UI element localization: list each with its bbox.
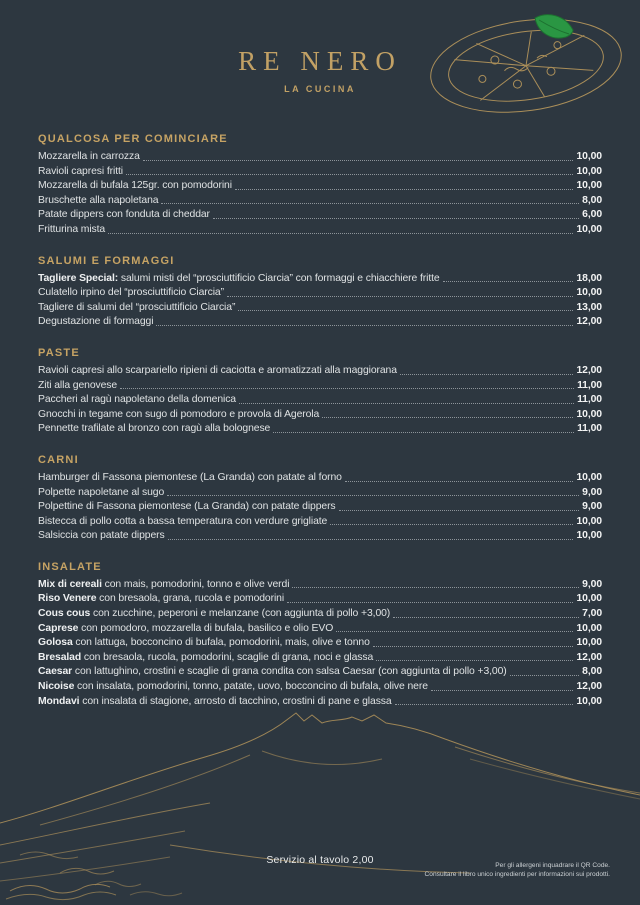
menu-item-description: Patate dippers con fonduta di cheddar bbox=[38, 209, 210, 221]
menu-item-name bbox=[38, 225, 105, 236]
menu-item-row bbox=[38, 624, 602, 635]
menu-item-name bbox=[38, 594, 284, 605]
menu-item-description: Bistecca di pollo cotta a bassa temperatura con verdure grigliate bbox=[38, 515, 328, 527]
menu-item-name bbox=[38, 653, 373, 664]
menu-item-row bbox=[38, 580, 602, 591]
dot-leader bbox=[345, 481, 574, 482]
menu-item-description: Ravioli capresi allo scarpariello ripieni di caciotta e aromatizzati alla maggiorana bbox=[38, 364, 397, 376]
menu-item-bold-lead: Cous cous bbox=[38, 608, 91, 620]
menu-item-name bbox=[38, 502, 336, 513]
menu-item-row bbox=[38, 410, 602, 421]
menu-item-price: 7,00 bbox=[582, 608, 602, 620]
menu-sections bbox=[38, 134, 602, 711]
menu-section bbox=[38, 562, 602, 707]
menu-item-row bbox=[38, 366, 602, 377]
menu-item-name bbox=[38, 682, 428, 693]
dot-leader bbox=[322, 417, 573, 418]
menu-item-row bbox=[38, 653, 602, 664]
menu-item-row bbox=[38, 502, 602, 513]
menu-item-name bbox=[38, 274, 440, 285]
menu-item-description: Mozzarella di bufala 125gr. con pomodorini bbox=[38, 180, 232, 192]
menu-item-description: con bresaola, grana, rucola e pomodorini bbox=[96, 593, 285, 605]
menu-item-name bbox=[38, 609, 390, 620]
menu-item-row bbox=[38, 303, 602, 314]
section-rows bbox=[38, 366, 602, 435]
menu-section bbox=[38, 348, 602, 435]
menu-item-bold-lead: Caprese bbox=[38, 622, 79, 634]
dot-leader bbox=[227, 296, 574, 297]
menu-item-bold-lead: Bresalad bbox=[38, 651, 82, 663]
menu-item-price: 10,00 bbox=[576, 408, 602, 420]
menu-section bbox=[38, 256, 602, 328]
section-title: INSALATE bbox=[38, 560, 102, 573]
menu-item-price: 11,00 bbox=[577, 379, 602, 391]
menu-item-price: 10,00 bbox=[576, 637, 602, 649]
dot-leader bbox=[292, 587, 579, 588]
menu-item-price: 10,00 bbox=[576, 622, 602, 634]
menu-item-description: Polpettine di Fassona piemontese (La Granda) con patate dippers bbox=[38, 501, 336, 513]
menu-item-row bbox=[38, 473, 602, 484]
menu-item-price: 10,00 bbox=[576, 593, 602, 605]
section-title: QUALCOSA PER COMINCIARE bbox=[38, 133, 228, 145]
menu-item-name bbox=[38, 381, 117, 392]
menu-item-row bbox=[38, 381, 602, 392]
menu-item-name bbox=[38, 697, 392, 708]
dot-leader bbox=[393, 617, 579, 618]
menu-item-price: 10,00 bbox=[576, 180, 602, 192]
menu-item-row bbox=[38, 152, 602, 163]
menu-item-name bbox=[38, 196, 158, 207]
menu-item-row bbox=[38, 697, 602, 708]
menu-item-name bbox=[38, 424, 270, 435]
menu-item-row bbox=[38, 531, 602, 542]
menu-item-description: Pennette trafilate al bronzo con ragù alla bolognese bbox=[38, 423, 271, 435]
menu-item-name bbox=[38, 317, 153, 328]
menu-item-name bbox=[38, 667, 507, 678]
section-rows bbox=[38, 580, 602, 707]
dot-leader bbox=[213, 218, 579, 219]
dot-leader bbox=[235, 189, 574, 190]
menu-item-name bbox=[38, 488, 164, 499]
menu-item-description: con mais, pomodorini, tonno e olive verdi bbox=[101, 578, 290, 590]
dot-leader bbox=[373, 646, 574, 647]
menu-item-description: con bresaola, rucola, pomodorini, scaglie di grana, noci e glassa bbox=[81, 651, 374, 663]
menu-item-name bbox=[38, 152, 140, 163]
dot-leader bbox=[156, 325, 573, 326]
menu-item-row bbox=[38, 424, 602, 435]
menu-item-name bbox=[38, 580, 289, 591]
menu-section bbox=[38, 455, 602, 542]
menu-item-description: con zucchine, peperoni e melanzane (con aggiunta di pollo +3,00) bbox=[90, 608, 391, 620]
menu-item-price: 13,00 bbox=[576, 301, 602, 313]
menu-item-row bbox=[38, 317, 602, 328]
menu-item-name bbox=[38, 531, 165, 542]
menu-item-name bbox=[38, 517, 327, 528]
menu-item-price: 18,00 bbox=[576, 272, 602, 284]
dot-leader bbox=[273, 432, 574, 433]
dot-leader bbox=[376, 660, 573, 661]
dot-leader bbox=[339, 510, 580, 511]
menu-item-row bbox=[38, 288, 602, 299]
section-rows bbox=[38, 473, 602, 542]
menu-item-description: Hamburger di Fassona piemontese (La Granda) con patate al forno bbox=[38, 471, 342, 483]
menu-item-price: 10,00 bbox=[576, 151, 602, 162]
menu-item-bold-lead: Caesar bbox=[38, 666, 73, 678]
dot-leader bbox=[330, 524, 573, 525]
menu-item-price: 12,00 bbox=[576, 681, 602, 693]
basil-leaf-icon bbox=[535, 15, 573, 38]
menu-item-name bbox=[38, 181, 232, 192]
menu-item-description: Degustazione di formaggi bbox=[38, 316, 154, 328]
menu-item-description: con insalata di stagione, arrosto di tacchino, crostini di pane e glassa bbox=[79, 695, 392, 707]
menu-item-row bbox=[38, 167, 602, 178]
menu-item-row bbox=[38, 488, 602, 499]
menu-item-row bbox=[38, 274, 602, 285]
section-title: CARNI bbox=[38, 453, 79, 466]
menu-item-price: 8,00 bbox=[582, 194, 602, 206]
menu-item-price: 10,00 bbox=[576, 695, 602, 707]
dot-leader bbox=[126, 174, 573, 175]
menu-item-price: 11,00 bbox=[577, 394, 602, 406]
menu-section bbox=[38, 134, 602, 236]
section-rows bbox=[38, 274, 602, 328]
dot-leader bbox=[336, 631, 573, 632]
dot-leader bbox=[120, 388, 574, 389]
menu-item-name bbox=[38, 366, 397, 377]
menu-item-description: Ziti alla genovese bbox=[38, 379, 118, 391]
menu-item-price: 10,00 bbox=[576, 515, 602, 527]
menu-item-row bbox=[38, 609, 602, 620]
dot-leader bbox=[239, 403, 574, 404]
dot-leader bbox=[443, 281, 574, 282]
menu-item-bold-lead: Golosa bbox=[38, 637, 73, 649]
menu-item-description: con lattughino, crostini e scaglie di grana condita con salsa Caesar (con aggiunta di pollo +3,00) bbox=[72, 666, 507, 678]
section-rows bbox=[38, 152, 602, 236]
menu-item-name bbox=[38, 303, 235, 314]
menu-item-bold-lead: Riso Venere bbox=[38, 593, 97, 605]
menu-item-description: salumi misti del “prosciuttificio Ciarcia” con formaggi e chiacchiere fritte bbox=[118, 272, 440, 284]
menu-header bbox=[0, 46, 640, 94]
menu-item-name bbox=[38, 473, 342, 484]
section-title: PASTE bbox=[38, 346, 80, 359]
allergen-note-line1: Per gli allergeni inquadrare il QR Code. bbox=[495, 862, 610, 869]
menu-item-name bbox=[38, 624, 333, 635]
section-title: SALUMI E FORMAGGI bbox=[38, 254, 175, 267]
menu-item-description: Polpette napoletane al sugo bbox=[38, 486, 165, 498]
menu-item-price: 9,00 bbox=[582, 501, 602, 513]
menu-item-price: 6,00 bbox=[582, 209, 602, 221]
dot-leader bbox=[108, 233, 573, 234]
menu-item-price: 8,00 bbox=[582, 666, 602, 678]
dot-leader bbox=[287, 602, 573, 603]
menu-item-description: Bruschette alla napoletana bbox=[38, 194, 159, 206]
menu-item-name bbox=[38, 638, 370, 649]
menu-item-description: con pomodoro, mozzarella di bufala, basilico e olio EVO bbox=[78, 622, 334, 634]
menu-item-row bbox=[38, 181, 602, 192]
menu-item-description: Paccheri al ragù napoletano della domenica bbox=[38, 394, 236, 406]
menu-item-name bbox=[38, 167, 123, 178]
menu-item-price: 12,00 bbox=[576, 651, 602, 663]
menu-item-row bbox=[38, 682, 602, 693]
menu-item-description: Ravioli capresi fritti bbox=[38, 165, 123, 177]
menu-item-price: 10,00 bbox=[576, 530, 602, 542]
restaurant-subtitle: LA CUCINA bbox=[284, 84, 356, 94]
menu-item-row bbox=[38, 517, 602, 528]
menu-item-description: Mozzarella in carrozza bbox=[38, 151, 140, 162]
menu-item-row bbox=[38, 225, 602, 236]
menu-item-price: 10,00 bbox=[576, 165, 602, 177]
menu-item-price: 10,00 bbox=[576, 471, 602, 483]
dot-leader bbox=[431, 690, 574, 691]
menu-item-row bbox=[38, 395, 602, 406]
menu-item-row bbox=[38, 638, 602, 649]
dot-leader bbox=[238, 310, 573, 311]
menu-item-price: 9,00 bbox=[582, 486, 602, 498]
menu-item-bold-lead: Tagliere Special: bbox=[38, 272, 119, 284]
menu-item-name bbox=[38, 210, 210, 221]
dot-leader bbox=[161, 203, 579, 204]
dot-leader bbox=[400, 374, 574, 375]
menu-item-description: con insalata, pomodorini, tonno, patate, uovo, bocconcino di bufala, olive nere bbox=[74, 681, 428, 693]
menu-item-row bbox=[38, 667, 602, 678]
menu-item-description: Tagliere di salumi del “prosciuttificio Ciarcia” bbox=[38, 301, 236, 313]
menu-item-bold-lead: Mondavi bbox=[38, 695, 80, 707]
menu-item-description: Fritturina mista bbox=[38, 223, 106, 235]
menu-item-name bbox=[38, 288, 224, 299]
allergen-note bbox=[425, 861, 610, 879]
menu-item-price: 12,00 bbox=[576, 316, 602, 328]
allergen-note-line2: Consultare il libro unico ingredienti per informazioni sui prodotti. bbox=[424, 871, 610, 878]
menu-item-row bbox=[38, 594, 602, 605]
menu-item-row bbox=[38, 210, 602, 221]
menu-item-price: 11,00 bbox=[577, 423, 602, 435]
menu-item-description: Gnocchi in tegame con sugo di pomodoro e provola di Agerola bbox=[38, 408, 320, 420]
menu-item-price: 10,00 bbox=[576, 223, 602, 235]
menu-item-bold-lead: Nicoise bbox=[38, 681, 75, 693]
dot-leader bbox=[143, 160, 574, 161]
dot-leader bbox=[168, 539, 574, 540]
dot-leader bbox=[510, 675, 580, 676]
restaurant-name: RE NERO bbox=[238, 46, 402, 76]
service-charge-note: Servizio al tavolo 2,00 bbox=[266, 854, 374, 866]
menu-item-name bbox=[38, 410, 319, 421]
dot-leader bbox=[395, 704, 574, 705]
menu-item-price: 12,00 bbox=[576, 364, 602, 376]
menu-item-price: 9,00 bbox=[582, 578, 602, 590]
menu-item-price: 10,00 bbox=[576, 287, 602, 299]
menu-item-description: Culatello irpino del “prosciuttificio Ciarcia” bbox=[38, 287, 224, 299]
dot-leader bbox=[167, 495, 579, 496]
menu-item-description: Salsiccia con patate dippers bbox=[38, 530, 165, 542]
menu-item-name bbox=[38, 395, 236, 406]
menu-item-row bbox=[38, 196, 602, 207]
menu-item-bold-lead: Mix di cereali bbox=[38, 578, 102, 590]
menu-item-description: con lattuga, bocconcino di bufala, pomodorini, mais, olive e tonno bbox=[72, 637, 370, 649]
